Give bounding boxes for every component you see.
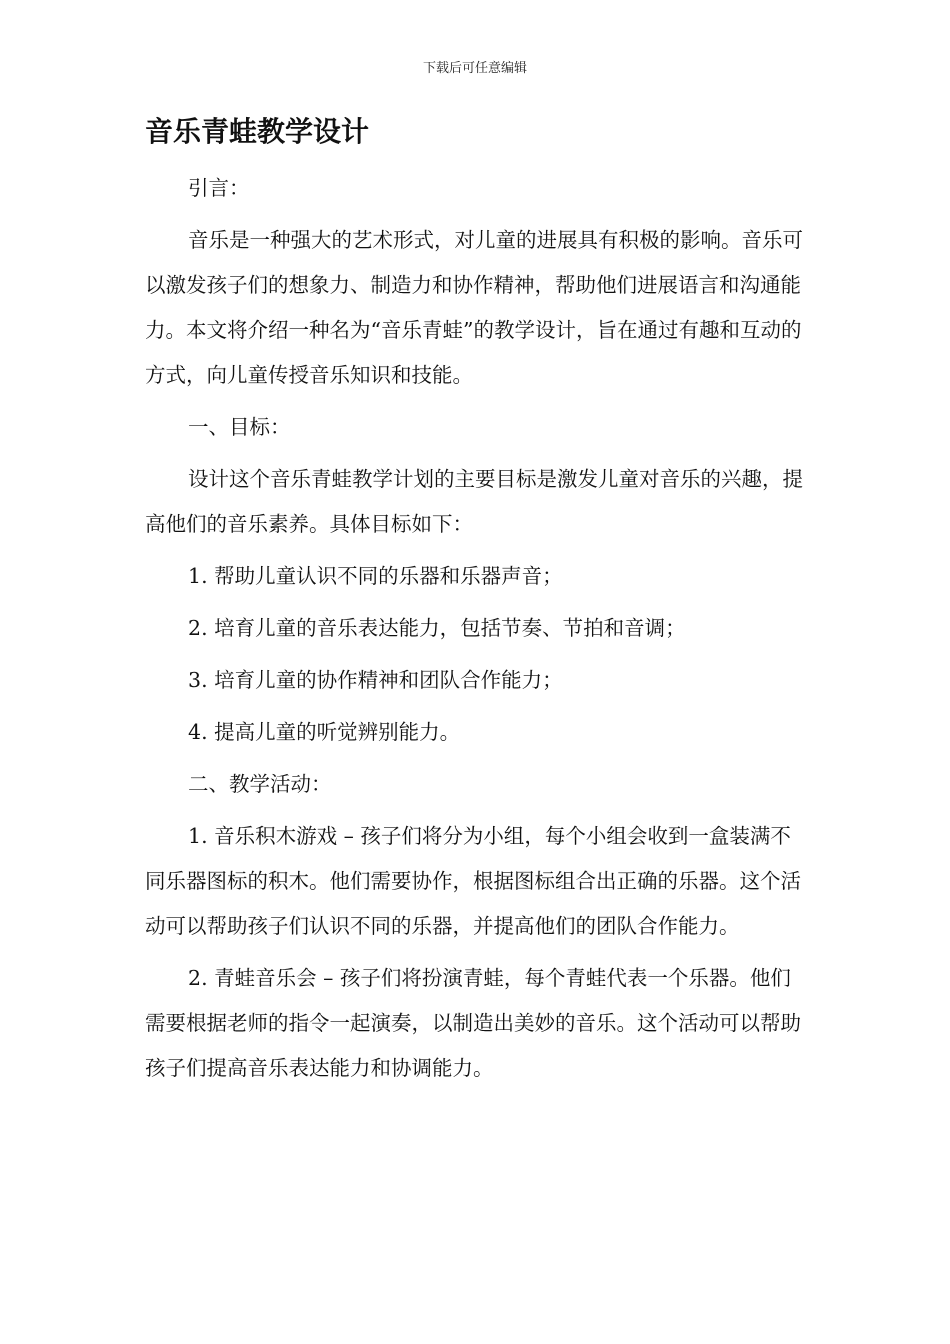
intro-paragraph: 音乐是一种强大的艺术形式，对儿童的进展具有积极的影响。音乐可以激发孩子们的想象力、制造力和协作精神，帮助他们进展语言和沟通能力。本文将介绍一种名为“音乐青蛙”的教学设计，旨在通过有趣和互动的方式，向儿童传授音乐知识和技能。 (145, 228, 804, 387)
intro-heading: 引言： (188, 176, 250, 200)
goal-item-2: 2. 培育儿童的音乐表达能力，包括节奏、节拍和音调； (188, 616, 686, 640)
goal-item-4: 4. 提高儿童的听觉辨别能力。 (188, 720, 461, 744)
document-title: 音乐青蛙教学设计 (145, 115, 370, 148)
section-activities-heading: 二、教学活动： (188, 772, 332, 796)
document-body (145, 166, 810, 1098)
goal-item-1: 1. 帮助儿童认识不同的乐器和乐器声音； (188, 564, 563, 588)
activity-item-1: 1. 音乐积木游戏 – 孩子们将分为小组，每个小组会收到一盒装满不同乐器图标的积木。他们需要协作，根据图标组合出正确的乐器。这个活动可以帮助孩子们认识不同的乐器，并提高他们的团队合作能力。 (145, 824, 801, 938)
section-goals-heading: 一、目标： (188, 415, 291, 439)
activity-item-2: 2. 青蛙音乐会 – 孩子们将扮演青蛙，每个青蛙代表一个乐器。他们需要根据老师的指令一起演奏，以制造出美妙的音乐。这个活动可以帮助孩子们提高音乐表达能力和协调能力。 (145, 966, 801, 1080)
goal-item-3: 3. 培育儿童的协作精神和团队合作能力； (188, 668, 563, 692)
page-header: 下载后可任意编辑 (422, 60, 527, 75)
goals-paragraph: 设计这个音乐青蛙教学计划的主要目标是激发儿童对音乐的兴趣，提高他们的音乐素养。具体目标如下： (145, 467, 804, 536)
